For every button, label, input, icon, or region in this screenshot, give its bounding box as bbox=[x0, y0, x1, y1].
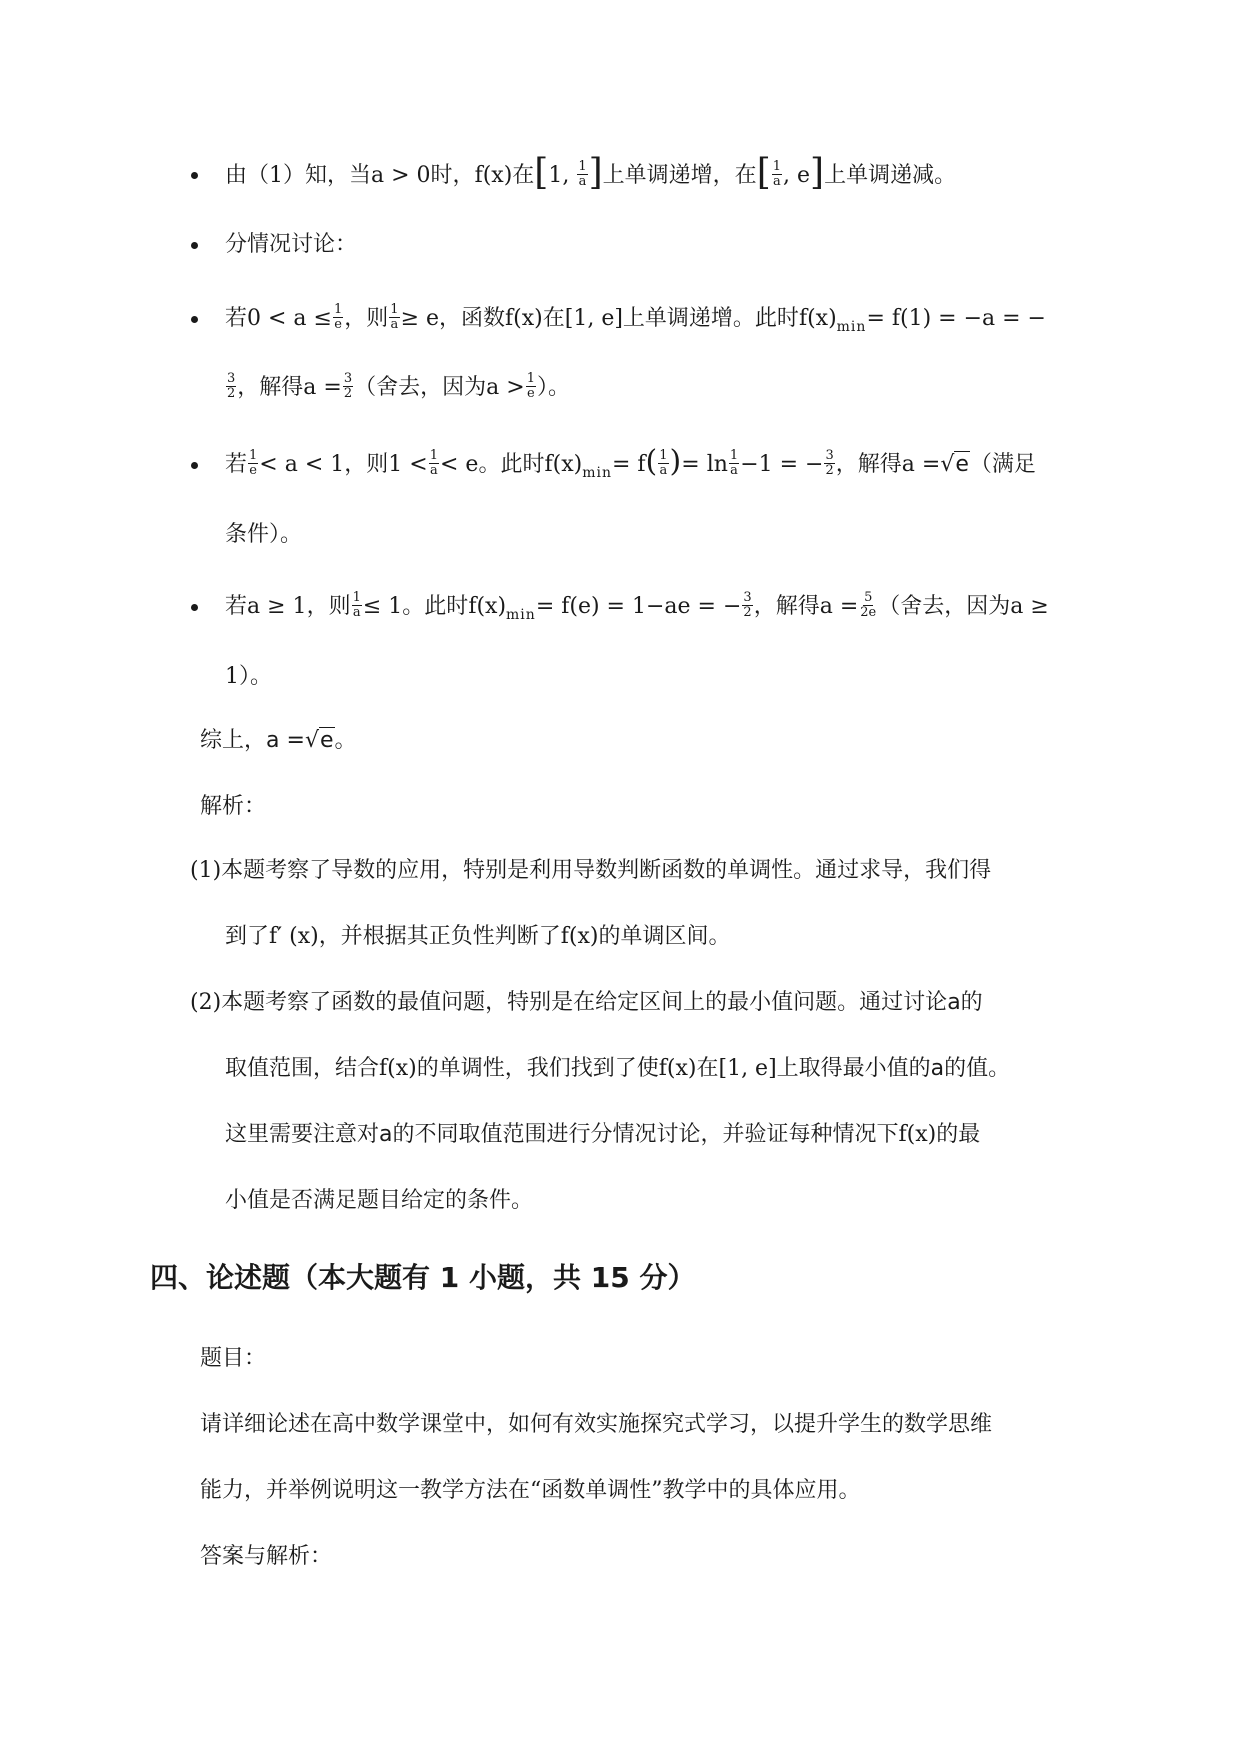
analysis-point-1-line-2: 到了f′ (x)，并根据其正负性判断了f(x)的单调区间。 bbox=[225, 924, 731, 949]
bracket: ] bbox=[810, 152, 825, 193]
math: , e bbox=[783, 163, 811, 188]
fraction: $\frac{1}{e}$ bbox=[526, 370, 535, 401]
question-label: 题目： bbox=[200, 1346, 267, 1371]
text: 在 bbox=[512, 163, 535, 188]
bullet-item-1 bbox=[225, 152, 957, 193]
fraction: $\frac{1}{a}$ bbox=[352, 589, 361, 620]
text: 分情况讨论： bbox=[225, 232, 358, 257]
analysis-point-1-line-1: (1)本题考察了导数的应用，特别是利用导数判断函数的单调性。通过求导，我们得 bbox=[190, 858, 992, 883]
bracket: ] bbox=[588, 152, 603, 193]
sqrt: √e bbox=[940, 452, 969, 477]
bullet-dot bbox=[191, 316, 198, 323]
bullet-item-3-line-2: $\frac{3}{2}$ ，解得a = $\frac{3}{2}$ （舍去，因为a > $\frac{1}{e}$ ）。 bbox=[227, 370, 570, 401]
bracket: [ bbox=[534, 152, 549, 193]
sqrt: √e bbox=[304, 728, 334, 753]
bullet-item-5-line-2: 1）。 bbox=[225, 664, 273, 689]
fraction: $\frac{3}{2}$ bbox=[825, 447, 834, 478]
question-text-line-2: 能力，并举例说明这一教学方法在“函数单调性”教学中的具体应用。 bbox=[200, 1478, 861, 1503]
analysis-point-2-line-2: 取值范围，结合f(x)的单调性，我们找到了使f(x)在[1, e]上取得最小值的a的值。 bbox=[225, 1056, 1011, 1081]
summary-line: 综上，a =√e。 bbox=[200, 726, 357, 756]
text: 上单调递减。 bbox=[824, 163, 957, 188]
analysis-label: 解析： bbox=[200, 794, 267, 819]
math: f(x) bbox=[474, 163, 513, 188]
answer-label: 答案与解析： bbox=[200, 1544, 333, 1569]
bracket: [ bbox=[756, 152, 771, 193]
text: 由（1）知，当 bbox=[225, 163, 371, 188]
bullet-item-3-line-1: 若0 < a ≤ $\frac{1}{e}$ ，则 $\frac{1}{a}$ ≥ e，函数f(x)在[1, e]上单调递增。此时$f(x)_{min}= f(1) = -a$ = − bbox=[225, 301, 1046, 335]
bullet-item-4-line-1: 若 $\frac{1}{e}$ < a < 1，则1 < $\frac{1}{a}$ < e。此时$f(x)_{min}= f$( $\frac{1}{a}$ )= ln $\frac{1}{a}$ −1 = − $\frac{3}{2}$ ，解得a =√e（满足 bbox=[225, 444, 1036, 481]
bullet-dot bbox=[191, 242, 198, 249]
bullet-item-4-line-2: 条件）。 bbox=[225, 522, 303, 547]
bullet-item-2 bbox=[225, 230, 357, 260]
bullet-dot bbox=[191, 462, 198, 469]
fraction: $\frac{1}{a}$ bbox=[578, 158, 587, 189]
fraction: $\frac{1}{a}$ bbox=[429, 447, 438, 478]
fraction: $\frac{1}{e}$ bbox=[333, 301, 343, 332]
bullet-item-5-line-1: 若a ≥ 1，则 $\frac{1}{a}$ ≤ 1。此时$f(x)_{min}= f(e) = 1-ae$ = − $\frac{3}{2}$ ，解得a = $\frac{5}{2e}$ （舍去，因为a ≥ bbox=[225, 589, 1049, 623]
section-heading: 四、论述题（本大题有 1 小题，共 15 分） bbox=[150, 1261, 696, 1294]
text: 时， bbox=[430, 163, 475, 188]
question-text-line-1: 请详细论述在高中数学课堂中，如何有效实施探究式学习，以提升学生的数学思维 bbox=[200, 1412, 993, 1437]
bullet-dot bbox=[191, 172, 198, 179]
analysis-point-2-line-4: 小值是否满足题目给定的条件。 bbox=[225, 1188, 534, 1213]
fraction: $\frac{1}{e}$ bbox=[249, 447, 258, 478]
fraction: $\frac{1}{a}$ bbox=[729, 447, 739, 478]
fraction: $\frac{1}{a}$ bbox=[390, 301, 399, 332]
fraction: $\frac{5}{2e}$ bbox=[860, 589, 877, 620]
analysis-point-2-line-3: 这里需要注意对a的不同取值范围进行分情况讨论，并验证每种情况下f(x)的最 bbox=[225, 1122, 981, 1147]
math: a > 0 bbox=[371, 163, 431, 188]
fraction: $\frac{1}{a}$ bbox=[772, 158, 782, 189]
bullet-dot bbox=[191, 604, 198, 611]
fraction: $\frac{3}{2}$ bbox=[227, 370, 236, 401]
math: 1, bbox=[548, 163, 570, 188]
text: 上单调递增，在 bbox=[602, 163, 757, 188]
analysis-point-2-line-1: (2)本题考察了函数的最值问题，特别是在给定区间上的最小值问题。通过讨论a的 bbox=[190, 990, 983, 1015]
fraction: $\frac{3}{2}$ bbox=[343, 370, 353, 401]
fraction: $\frac{1}{a}$ bbox=[659, 447, 668, 478]
fraction: $\frac{3}{2}$ bbox=[743, 589, 752, 620]
